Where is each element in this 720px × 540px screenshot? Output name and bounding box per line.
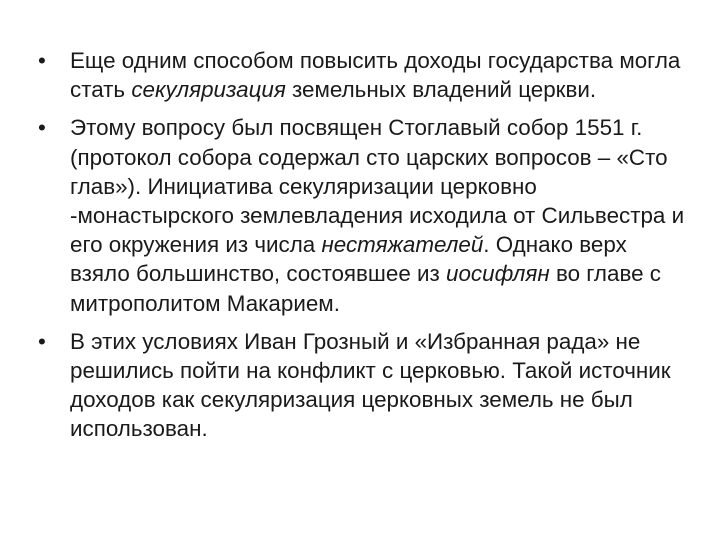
- bullet-icon: •: [38, 48, 46, 73]
- text-segment: В этих условиях Иван Грозный и «Избранная рада» не решились пойти на конфликт с церковью. Такой источник доходов как секуляризация церковных земель не был использован.: [70, 328, 671, 442]
- text-segment: . Однако верх взяло большинство, состоявшее из: [70, 232, 627, 287]
- bullet-item-2: [38, 113, 688, 317]
- text-segment: Еще одним способом повысить доходы государства могла стать: [70, 48, 681, 103]
- italic-term: секуляризация: [131, 77, 286, 103]
- text-segment: во главе с митрополитом Макарием.: [70, 261, 661, 316]
- italic-term: нестяжателей: [321, 232, 484, 258]
- bullet-text: [70, 329, 671, 442]
- bullet-icon: •: [38, 328, 46, 354]
- italic-term: иосифлян: [446, 261, 550, 287]
- bullet-icon: •: [38, 115, 46, 141]
- bullet-item-3: [38, 327, 688, 444]
- bullet-text: [70, 48, 680, 102]
- text-segment: земельных владений церкви.: [285, 77, 597, 103]
- bullet-text: [70, 115, 684, 315]
- text-segment: Этому вопросу был посвящен Стоглавый собор 1551 г. (протокол собора содержал сто царских вопросов – «Сто глав»). Инициатива секуляризации церковно -монастырского землевладения исходила от Сильвестра и его окружения из числа: [70, 115, 685, 258]
- bullet-list: [38, 46, 688, 453]
- bullet-item-1: [38, 46, 688, 104]
